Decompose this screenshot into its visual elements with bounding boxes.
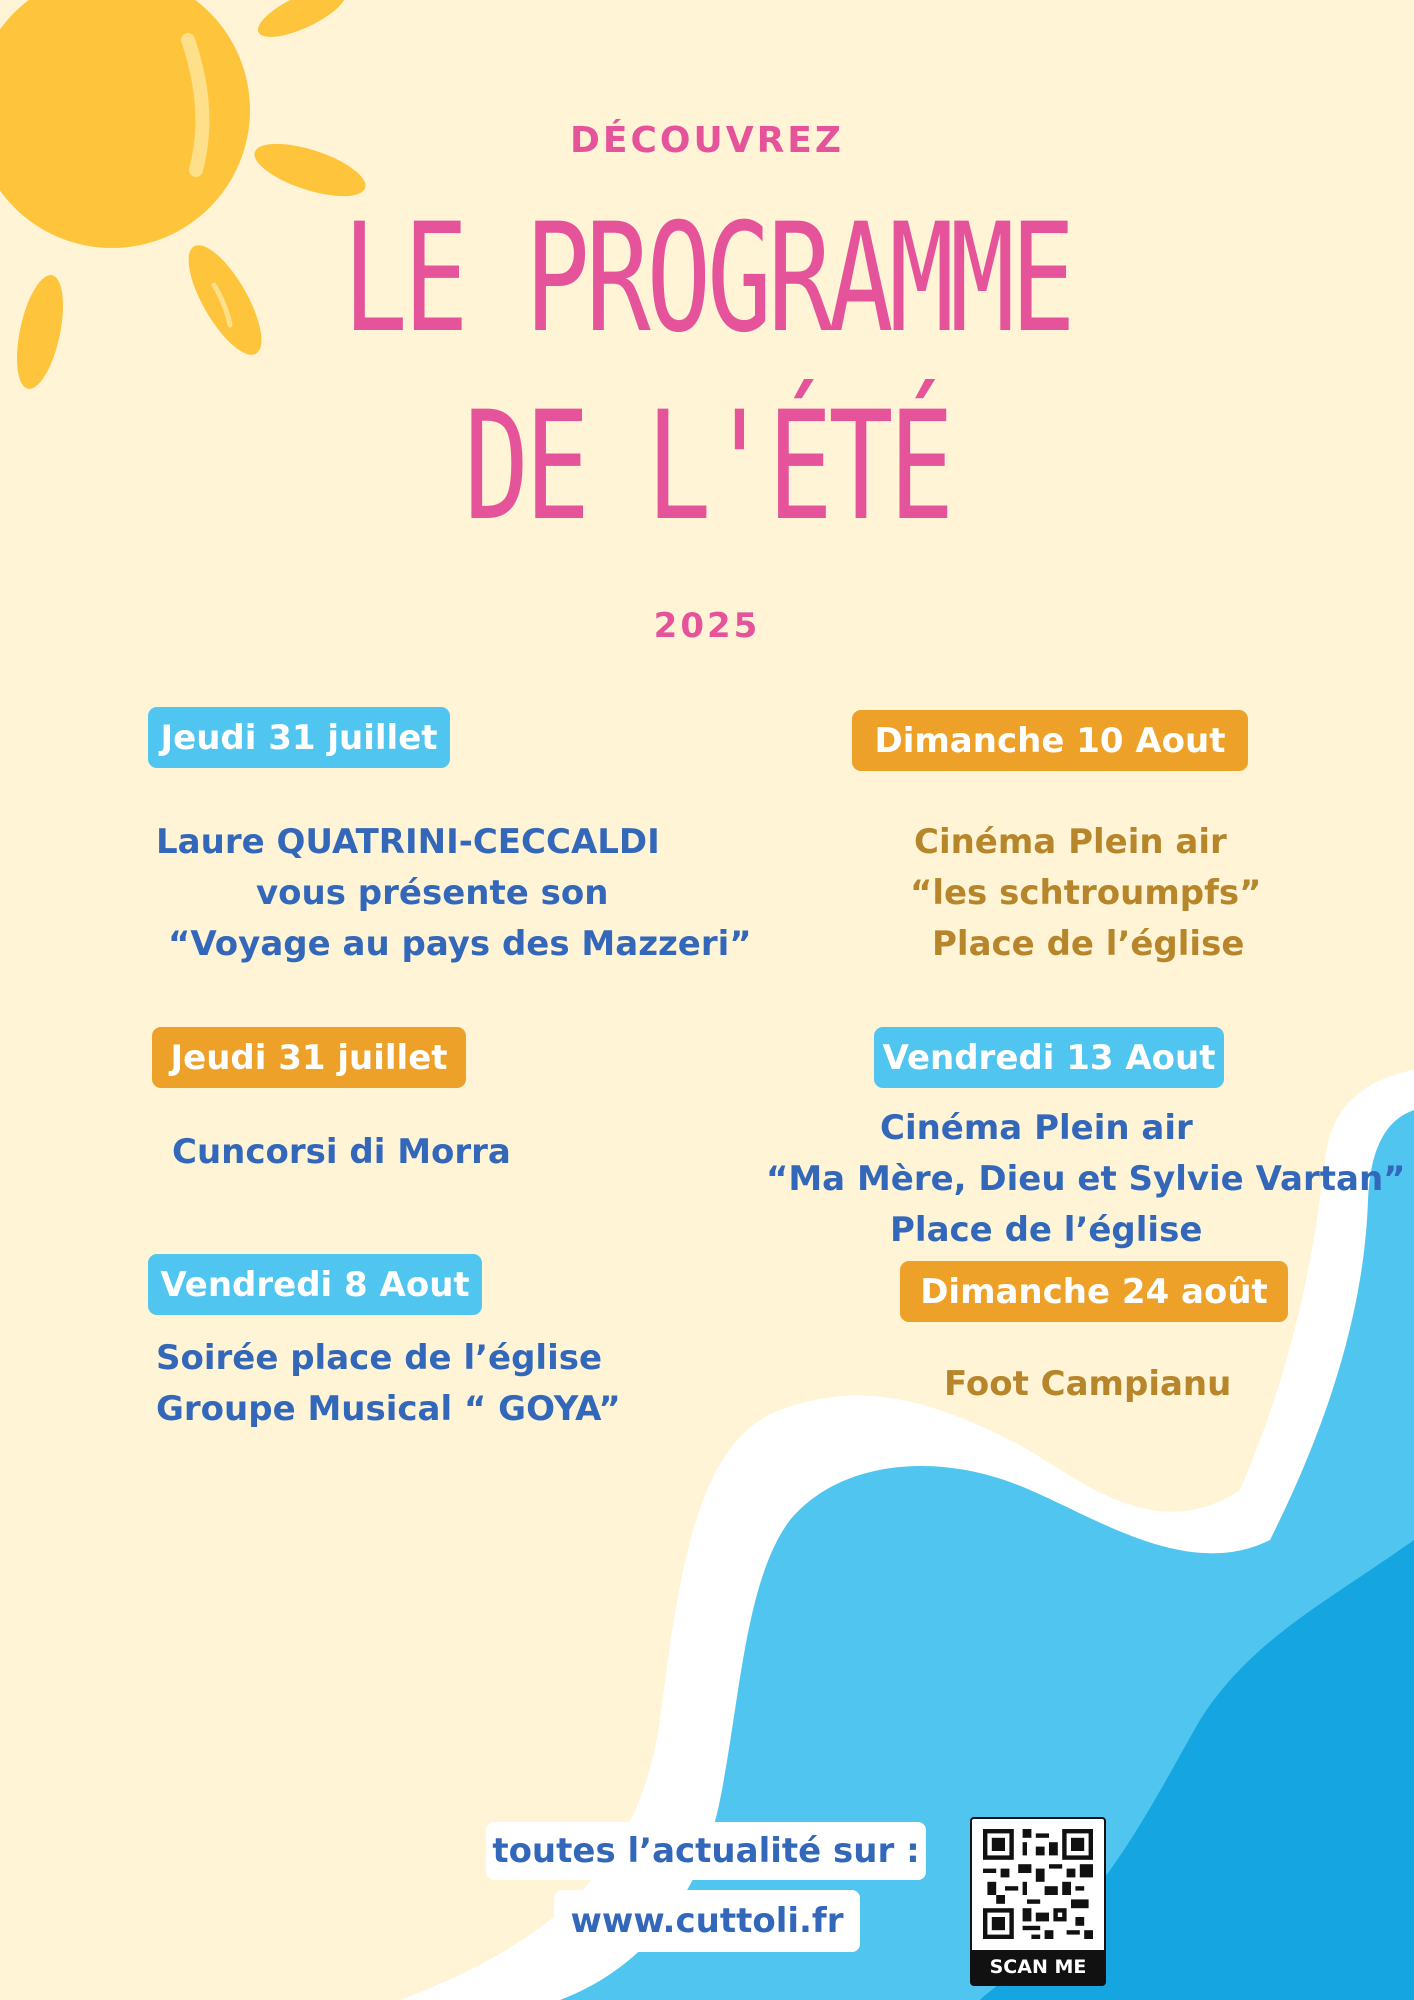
event-line: Cuncorsi di Morra	[172, 1132, 511, 1172]
event-line: Place de l’église	[890, 1210, 1203, 1250]
event-date-pill: Dimanche 24 août	[900, 1261, 1288, 1322]
kicker-text: DÉCOUVREZ	[569, 120, 844, 161]
event-line: “Voyage au pays des Mazzeri”	[168, 924, 752, 964]
qr-caption: SCAN ME	[972, 1950, 1104, 1984]
event-line: vous présente son	[256, 873, 609, 913]
event-line: Foot Campianu	[944, 1364, 1232, 1404]
event-line: Groupe Musical “ GOYA”	[156, 1389, 621, 1429]
event-line: Laure QUATRINI-CECCALDI	[156, 822, 660, 862]
event-line: Soirée place de l’église	[156, 1338, 603, 1378]
title-line-2: DE L'ÉTÉ	[464, 380, 950, 554]
event-date-pill: Vendredi 8 Aout	[148, 1254, 482, 1315]
event-line: Cinéma Plein air	[914, 822, 1227, 862]
event-date-pill: Vendredi 13 Aout	[874, 1027, 1224, 1088]
website-link[interactable]: www.cuttoli.fr	[554, 1890, 860, 1952]
event-date-pill: Jeudi 31 juillet	[152, 1027, 466, 1088]
event-date-pill: Dimanche 10 Aout	[852, 710, 1248, 771]
title-line-1: LE PROGRAMME	[342, 192, 1072, 366]
news-label: toutes l’actualité sur :	[486, 1822, 926, 1880]
year-text: 2025	[653, 606, 761, 646]
event-line: “Ma Mère, Dieu et Sylvie Vartan”	[766, 1159, 1406, 1199]
event-line: “les schtroumpfs”	[910, 873, 1262, 913]
event-line: Cinéma Plein air	[880, 1108, 1193, 1148]
qr-code-icon	[983, 1829, 1093, 1939]
event-line: Place de l’église	[932, 924, 1245, 964]
qr-code[interactable]	[970, 1817, 1106, 1986]
event-date-pill: Jeudi 31 juillet	[148, 707, 450, 768]
